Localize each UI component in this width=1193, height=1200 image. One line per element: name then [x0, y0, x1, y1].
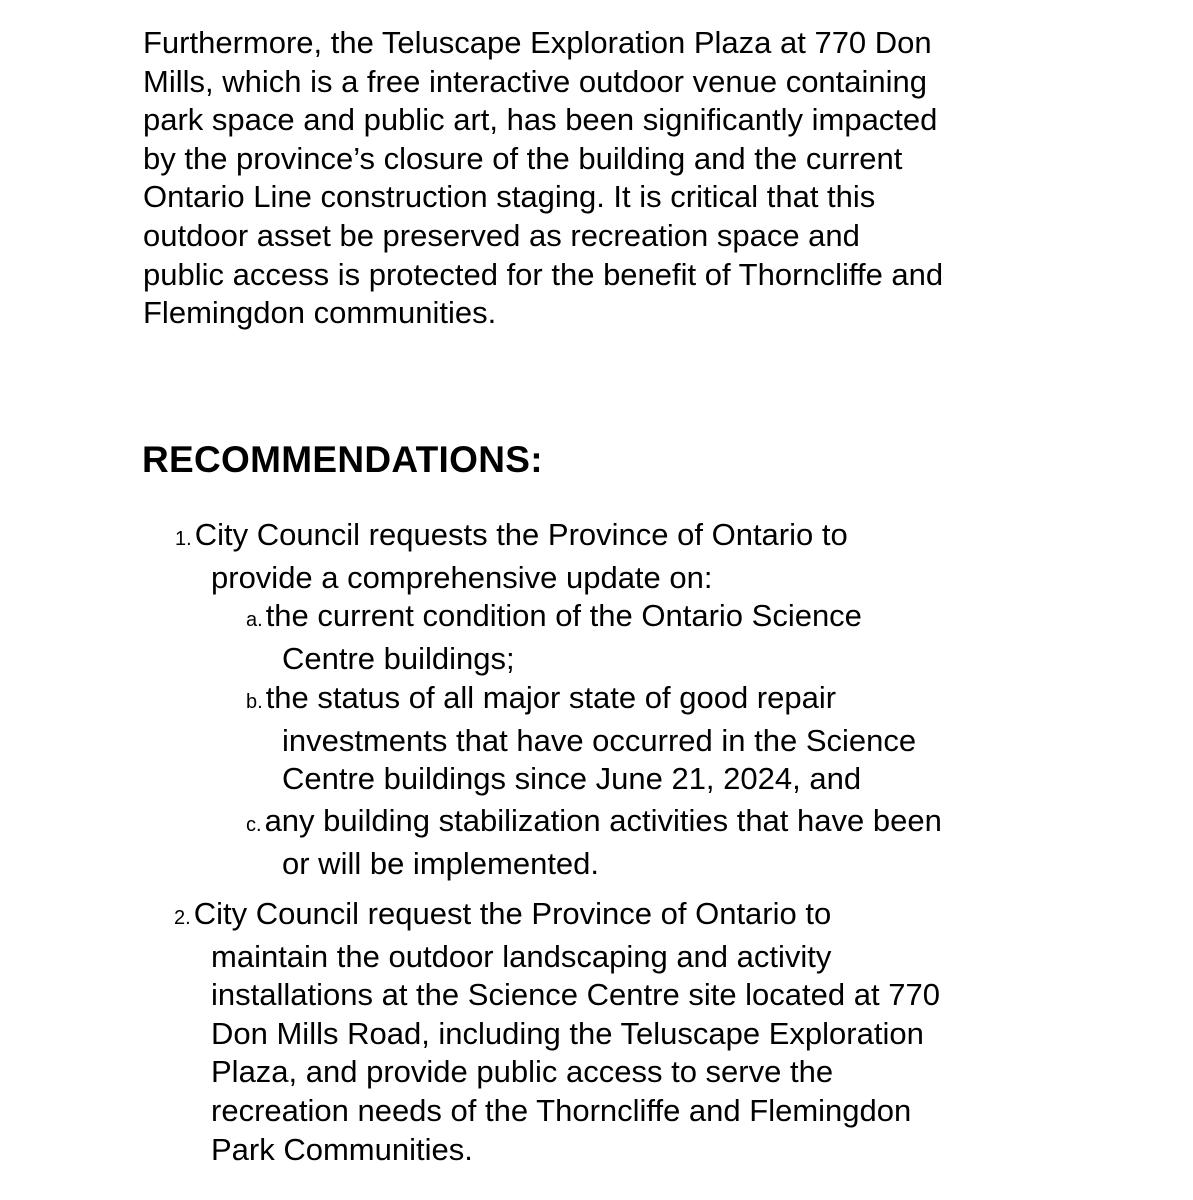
list-marker: c. — [246, 814, 262, 836]
recommendation-subitem-a — [246, 597, 862, 678]
subitem-continuation: Centre buildings; — [282, 640, 515, 676]
item-first-line: City Council requests the Province of Ontario to — [194, 517, 848, 552]
recommendations-heading: RECOMMENDATIONS: — [142, 439, 543, 480]
recommendation-item-1 — [175, 516, 848, 597]
subitem-first-line: any building stabilization activities that have been — [264, 803, 942, 838]
recommendation-subitem-c — [246, 802, 942, 883]
list-marker: a. — [246, 609, 263, 631]
item-continuation: provide a comprehensive update on: — [211, 559, 713, 595]
subitem-continuation: investments that have occurred in the Science Centre buildings since June 21, 2024, and — [282, 722, 917, 797]
recommendation-subitem-b — [246, 679, 916, 799]
list-marker: 1. — [175, 528, 192, 550]
subitem-continuation: or will be implemented. — [282, 845, 600, 881]
recommendation-item-2 — [174, 895, 940, 1169]
subitem-first-line: the status of all major state of good repair — [265, 680, 837, 715]
intro-paragraph: Furthermore, the Teluscape Exploration Plaza at 770 Don Mills, which is a free interactive outdoor venue containing park space and public art, has been significantly impacted by the province’s closure of the building and the current Ontario Line construction staging. It is critical that this outdoor asset be preserved as recreation space and public access is protected for the benefit of Thorncliffe and Flemingdon communities. — [143, 25, 944, 331]
item-first-line: City Council request the Province of Ontario to — [193, 896, 832, 931]
item-continuation: maintain the outdoor landscaping and activity installations at the Science Centre site located at 770 Don Mills Road, including the Teluscape Exploration Plaza, and provide public access to serve the recreation needs of the Thorncliffe and Flemingdon Park Communities. — [211, 938, 940, 1167]
subitem-first-line: the current condition of the Ontario Science — [265, 598, 862, 633]
list-marker: 2. — [174, 907, 191, 929]
list-marker: b. — [246, 691, 263, 713]
